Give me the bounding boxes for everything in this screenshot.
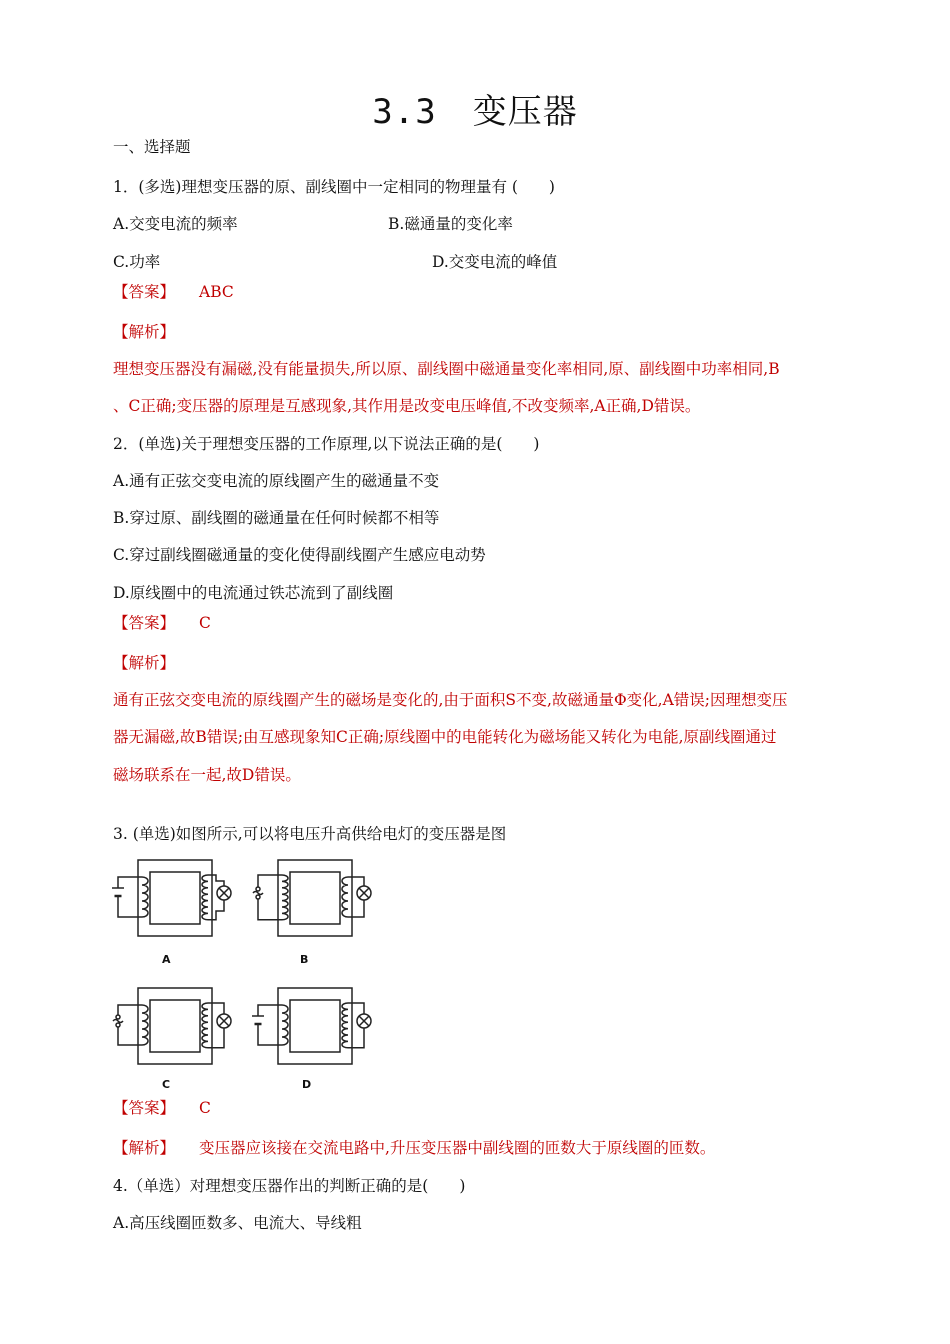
- q2-option-d: D.原线圈中的电流通过铁芯流到了副线圈: [113, 584, 394, 602]
- q1-analysis-line: 、C正确;变压器的原理是互感现象,其作用是改变电压峰值,不改变频率,A正确,D错误。: [113, 397, 701, 415]
- answer-value: C: [199, 1099, 211, 1117]
- figure-label-b: B: [300, 953, 309, 966]
- answer-label: 【答案】: [113, 614, 176, 632]
- answer-label: 【答案】: [113, 283, 176, 301]
- answer-value: ABC: [199, 283, 234, 301]
- q3-analysis: [113, 1138, 715, 1158]
- q2-analysis-label: 【解析】: [113, 654, 176, 672]
- figure-label-a: A: [162, 953, 171, 966]
- q1-answer: [113, 282, 234, 302]
- transformer-figure-c: [112, 983, 242, 1095]
- answer-label: 【答案】: [113, 1099, 176, 1117]
- title-number: 3.3: [372, 92, 437, 132]
- q2-option-a: A.通有正弦交变电流的原线圈产生的磁通量不变: [113, 472, 440, 490]
- q1-analysis-label: 【解析】: [113, 323, 176, 341]
- q3-stem: 3. (单选)如图所示,可以将电压升高供给电灯的变压器是图: [113, 825, 507, 843]
- q4-stem: 4.（单选）对理想变压器作出的判断正确的是( ): [113, 1177, 466, 1195]
- page-title: [0, 92, 950, 132]
- figure-label-c: C: [162, 1078, 171, 1091]
- analysis-label: 【解析】: [113, 1139, 176, 1157]
- section-heading: 一、选择题: [113, 138, 191, 156]
- transformer-figure-b: [252, 855, 382, 967]
- q1-option-d: D.交变电流的峰值: [432, 253, 558, 271]
- answer-value: C: [199, 614, 211, 632]
- q2-option-b: B.穿过原、副线圈的磁通量在任何时候都不相等: [113, 509, 440, 527]
- q2-analysis-line: 磁场联系在一起,故D错误。: [113, 766, 301, 784]
- q2-analysis-line: 器无漏磁,故B错误;由互感现象知C正确;原线圈中的电能转化为磁场能又转化为电能,原副线圈通过: [113, 728, 777, 746]
- q2-option-c: C.穿过副线圈磁通量的变化使得副线圈产生感应电动势: [113, 546, 486, 564]
- transformer-figure-a: [112, 855, 242, 967]
- q2-analysis-line: 通有正弦交变电流的原线圈产生的磁场是变化的,由于面积S不变,故磁通量Φ变化,A错误;因理想变压: [113, 691, 788, 709]
- title-text: 变压器: [472, 92, 578, 132]
- q1-option-c: C.功率: [113, 253, 161, 271]
- q1-option-b: B.磁通量的变化率: [388, 215, 513, 233]
- q2-stem: 2．(单选)关于理想变压器的工作原理,以下说法正确的是( ): [113, 435, 540, 453]
- transformer-figure-d: [252, 983, 382, 1095]
- analysis-text: 变压器应该接在交流电路中,升压变压器中副线圈的匝数大于原线圈的匝数。: [199, 1139, 716, 1157]
- q4-option-a: A.高压线圈匝数多、电流大、导线粗: [113, 1214, 362, 1232]
- q1-option-a: A.交变电流的频率: [113, 215, 238, 233]
- q2-answer: [113, 613, 211, 633]
- q1-stem: 1．(多选)理想变压器的原、副线圈中一定相同的物理量有 ( ): [113, 178, 555, 196]
- figure-label-d: D: [302, 1078, 312, 1091]
- q1-analysis-line: 理想变压器没有漏磁,没有能量损失,所以原、副线圈中磁通量变化率相同,原、副线圈中功率相同,B: [113, 360, 780, 378]
- q3-answer: [113, 1098, 211, 1118]
